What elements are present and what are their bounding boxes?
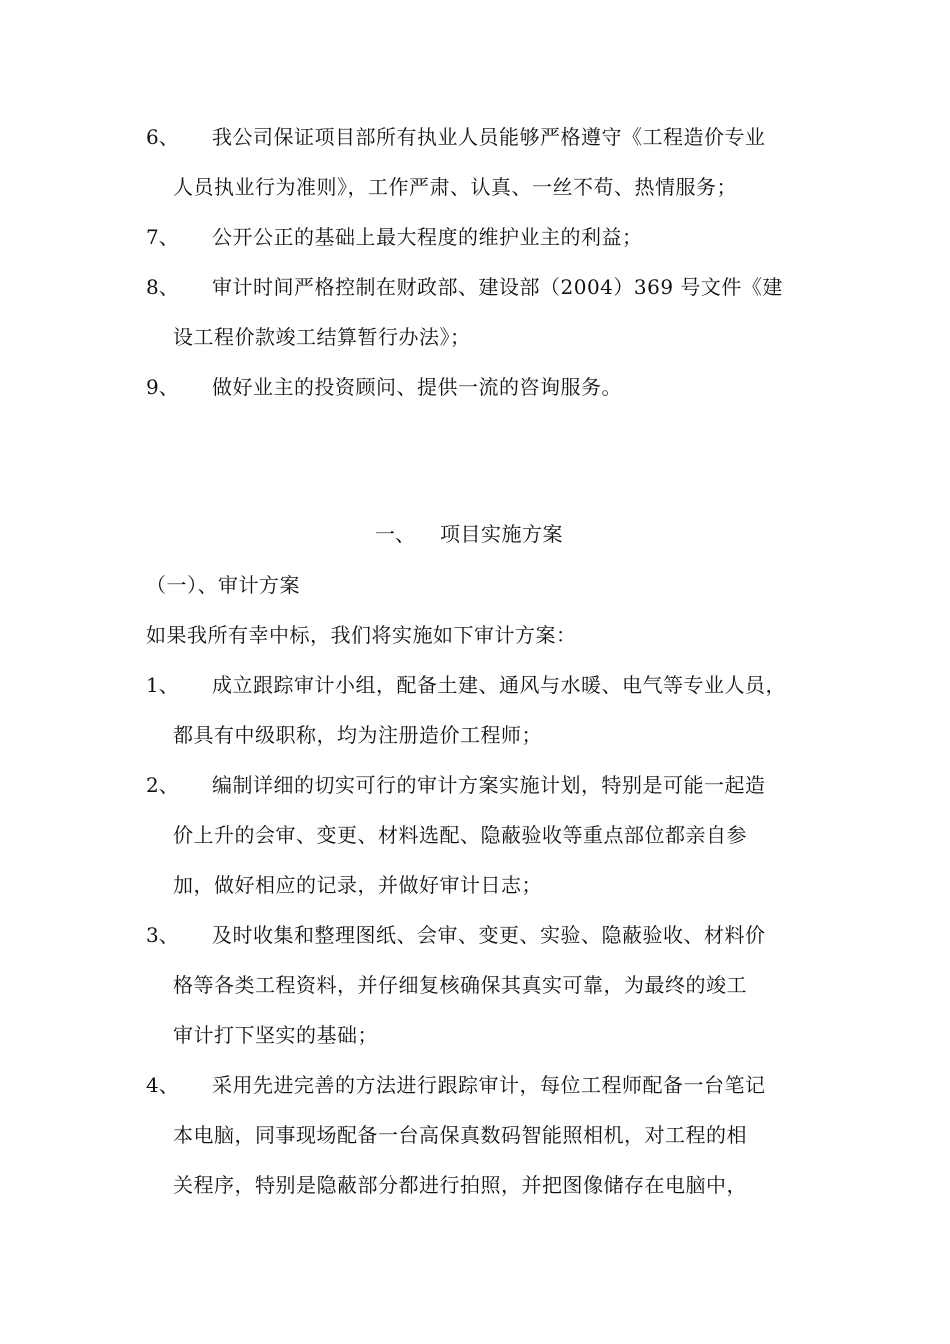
list-item-text: 价上升的会审、变更、材料选配、隐蔽验收等重点部位都亲自参 <box>173 823 747 847</box>
section-title: 项目实施方案 <box>440 522 563 546</box>
list-item-text: 设工程价款竣工结算暂行办法》； <box>173 325 471 349</box>
list-item-text: 审计时间严格控制在财政部、建设部（2004）369 号文件《建 <box>212 275 783 299</box>
list-item-text: 成立跟踪审计小组，配备土建、通风与水暖、电气等专业人员， <box>212 673 786 697</box>
list-item-text: 加，做好相应的记录，并做好审计日志； <box>173 873 542 897</box>
list-item-text: 本电脑，同事现场配备一台高保真数码智能照相机，对工程的相 <box>173 1123 747 1147</box>
list-item-text: 审计打下坚实的基础； <box>173 1023 378 1047</box>
subsection-title: （一）、审计方案 <box>146 573 300 597</box>
list-item-number: 8、 <box>146 275 179 299</box>
list-item-number: 2、 <box>146 773 179 797</box>
list-item-text: 都具有中级职称，均为注册造价工程师； <box>173 723 542 747</box>
section-number: 一、 <box>375 522 415 546</box>
list-item-number: 7、 <box>146 225 179 249</box>
list-item-text: 采用先进完善的方法进行跟踪审计，每位工程师配备一台笔记 <box>212 1073 766 1097</box>
list-item-number: 3、 <box>146 923 179 947</box>
list-item-text: 我公司保证项目部所有执业人员能够严格遵守《工程造价专业 <box>212 125 766 149</box>
list-item-text: 公开公正的基础上最大程度的维护业主的利益； <box>212 225 643 249</box>
list-item-text: 编制详细的切实可行的审计方案实施计划，特别是可能一起造 <box>212 773 766 797</box>
list-item-number: 9、 <box>146 375 179 399</box>
list-item-text: 做好业主的投资顾问、提供一流的咨询服务。 <box>212 375 622 399</box>
list-item-text: 及时收集和整理图纸、会审、变更、实验、隐蔽验收、材料价 <box>212 923 766 947</box>
list-item-text: 人员执业行为准则》，工作严肃、认真、一丝不苟、热情服务； <box>173 175 737 199</box>
intro-paragraph: 如果我所有幸中标，我们将实施如下审计方案： <box>146 623 577 647</box>
list-item-number: 6、 <box>146 125 179 149</box>
list-item-number: 1、 <box>146 673 179 697</box>
list-item-text: 关程序，特别是隐蔽部分都进行拍照，并把图像储存在电脑中， <box>173 1173 747 1197</box>
list-item-text: 格等各类工程资料，并仔细复核确保其真实可靠，为最终的竣工 <box>173 973 747 997</box>
list-item-number: 4、 <box>146 1073 179 1097</box>
